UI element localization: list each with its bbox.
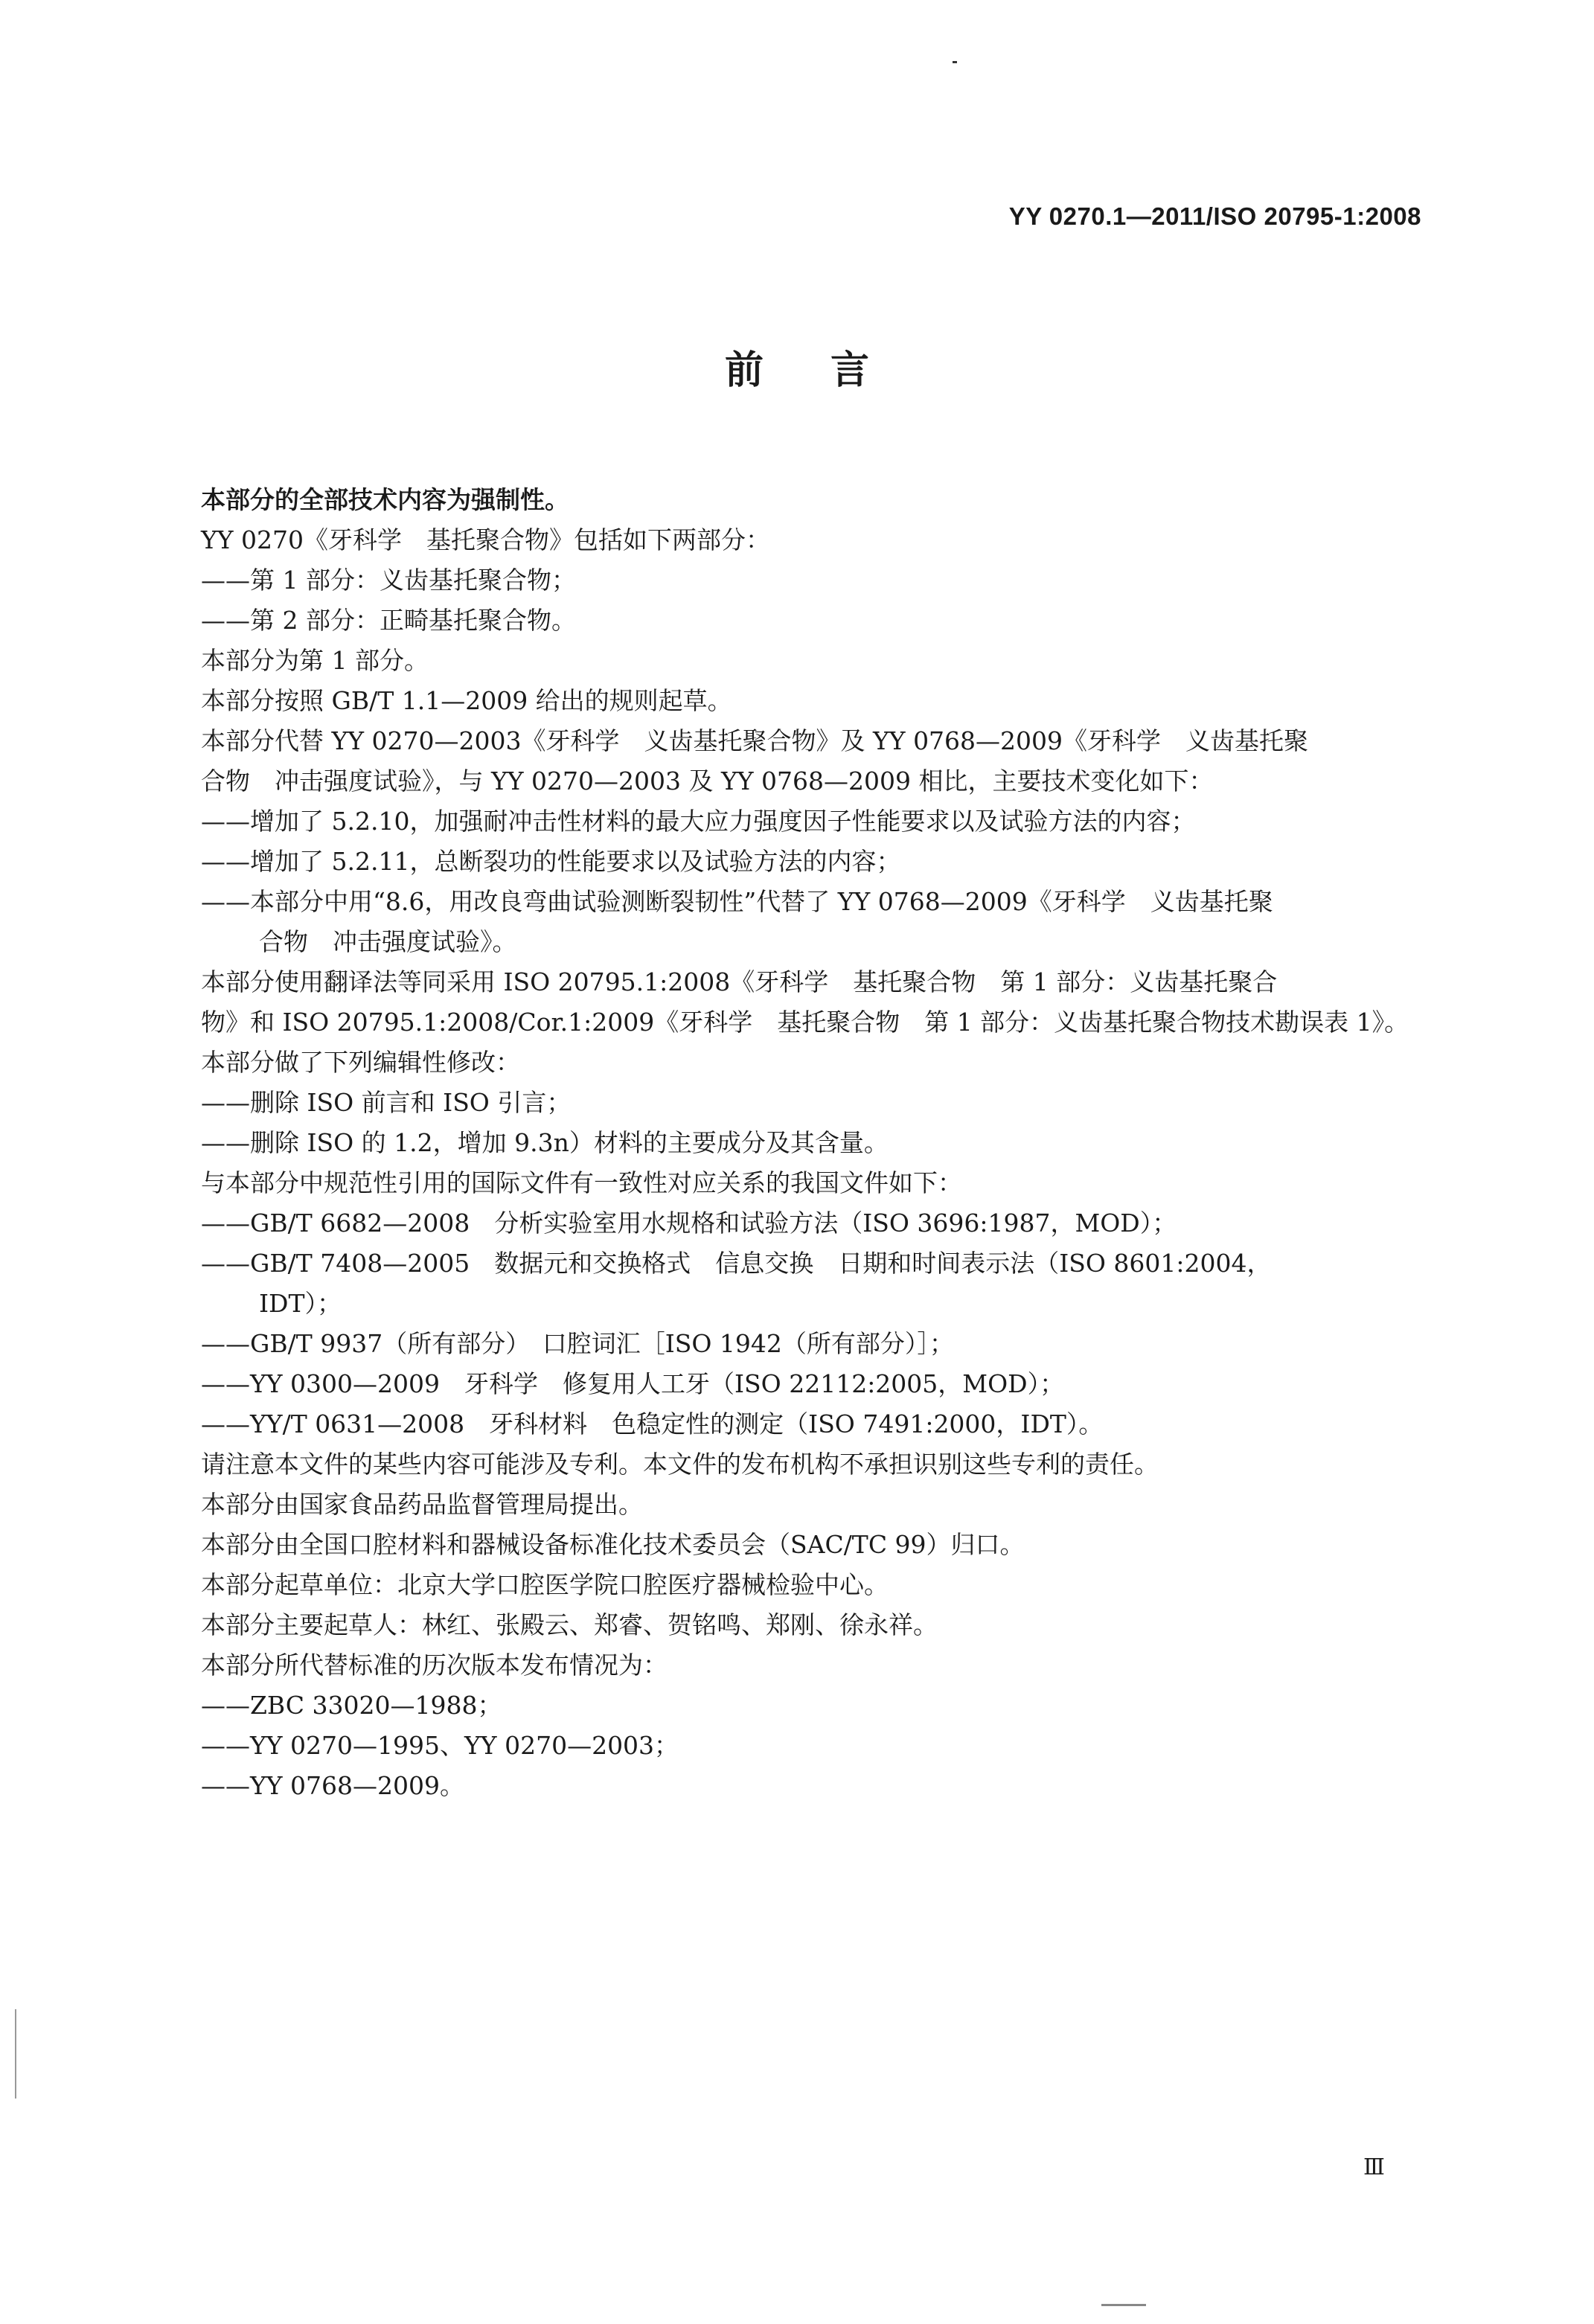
list-item: ——GB/T 9937（所有部分） 口腔词汇［ISO 1942（所有部分）］； — [201, 1329, 954, 1358]
paragraph: 本部分代替 YY 0270—2003《牙科学 义齿基托聚合物》及 YY 0768—2009《牙科学 义齿基托聚 — [201, 726, 1309, 755]
scan-artifact — [1101, 2304, 1146, 2306]
page-number: Ⅲ — [1363, 2154, 1385, 2180]
list-item: ——YY 0300—2009 牙科学 修复用人工牙（ISO 22112:2005，MOD）； — [201, 1369, 1065, 1398]
paragraph: 本部分由国家食品药品监督管理局提出。 — [201, 1490, 643, 1519]
paragraph: 本部分按照 GB/T 1.1—2009 给出的规则起草。 — [201, 686, 732, 715]
paragraph-continuation: 合物 冲击强度试验》，与 YY 0270—2003 及 YY 0768—2009 相比，主要技术变化如下： — [201, 766, 1214, 796]
document-code: YY 0270.1—2011/ISO 20795-1:2008 — [1008, 202, 1421, 230]
paragraph: 本部分起草单位：北京大学口腔医学院口腔医疗器械检验中心。 — [201, 1570, 889, 1599]
document-body — [201, 480, 1421, 1806]
list-item: ——YY/T 0631—2008 牙科材料 色稳定性的测定（ISO 7491:2000，IDT）。 — [201, 1409, 1104, 1438]
paragraph: YY 0270《牙科学 基托聚合物》包括如下两部分： — [201, 525, 771, 554]
list-item: ——YY 0768—2009。 — [201, 1771, 465, 1800]
list-item: ——增加了 5.2.10，加强耐冲击性材料的最大应力强度因子性能要求以及试验方法的内容； — [201, 807, 1196, 836]
paragraph: 请注意本文件的某些内容可能涉及专利。本文件的发布机构不承担识别这些专利的责任。 — [201, 1450, 1159, 1479]
paragraph: 本部分使用翻译法等同采用 ISO 20795.1:2008《牙科学 基托聚合物 第 1 部分：义齿基托聚合 — [201, 967, 1278, 996]
paragraph: 本部分由全国口腔材料和器械设备标准化技术委员会（SAC/TC 99）归口。 — [201, 1530, 1025, 1559]
paragraph: 本部分做了下列编辑性修改： — [201, 1048, 520, 1077]
paragraph: 本部分的全部技术内容为强制性。 — [201, 485, 569, 514]
list-item: ——第 2 部分：正畸基托聚合物。 — [201, 606, 576, 635]
page-title: 前言 — [724, 348, 936, 393]
paragraph: 本部分为第 1 部分。 — [201, 646, 429, 675]
list-item: ——GB/T 6682—2008 分析实验室用水规格和试验方法（ISO 3696:1987，MOD）； — [201, 1209, 1177, 1238]
list-item: ——增加了 5.2.11，总断裂功的性能要求以及试验方法的内容； — [201, 847, 901, 876]
list-item-continuation: IDT）； — [259, 1289, 342, 1318]
paragraph: 本部分主要起草人：林红、张殿云、郑睿、贺铭鸣、郑刚、徐永祥。 — [201, 1610, 938, 1639]
list-item: ——本部分中用“8.6，用改良弯曲试验测断裂韧性”代替了 YY 0768—2009《牙科学 义齿基托聚 — [201, 887, 1273, 916]
list-item-continuation: 合物 冲击强度试验》。 — [259, 927, 517, 956]
list-item: ——YY 0270—1995、YY 0270—2003； — [201, 1731, 679, 1760]
list-item: ——删除 ISO 的 1.2，增加 9.3n）材料的主要成分及其含量。 — [201, 1128, 889, 1157]
paragraph: 与本部分中规范性引用的国际文件有一致性对应关系的我国文件如下： — [201, 1168, 962, 1197]
paragraph: 本部分所代替标准的历次版本发布情况为： — [201, 1651, 668, 1680]
list-item: ——删除 ISO 前言和 ISO 引言； — [201, 1088, 572, 1117]
list-item: ——ZBC 33020—1988； — [201, 1691, 502, 1720]
paragraph-continuation: 物》和 ISO 20795.1:2008/Cor.1:2009《牙科学 基托聚合物 第 1 部分：义齿基托聚合物技术勘误表 1》。 — [201, 1008, 1409, 1037]
scan-artifact — [15, 2009, 16, 2099]
list-item: ——GB/T 7408—2005 数据元和交换格式 信息交换 日期和时间表示法（ISO 8601:2004， — [201, 1249, 1272, 1278]
scan-artifact — [953, 61, 957, 63]
list-item: ——第 1 部分：义齿基托聚合物； — [201, 566, 576, 595]
